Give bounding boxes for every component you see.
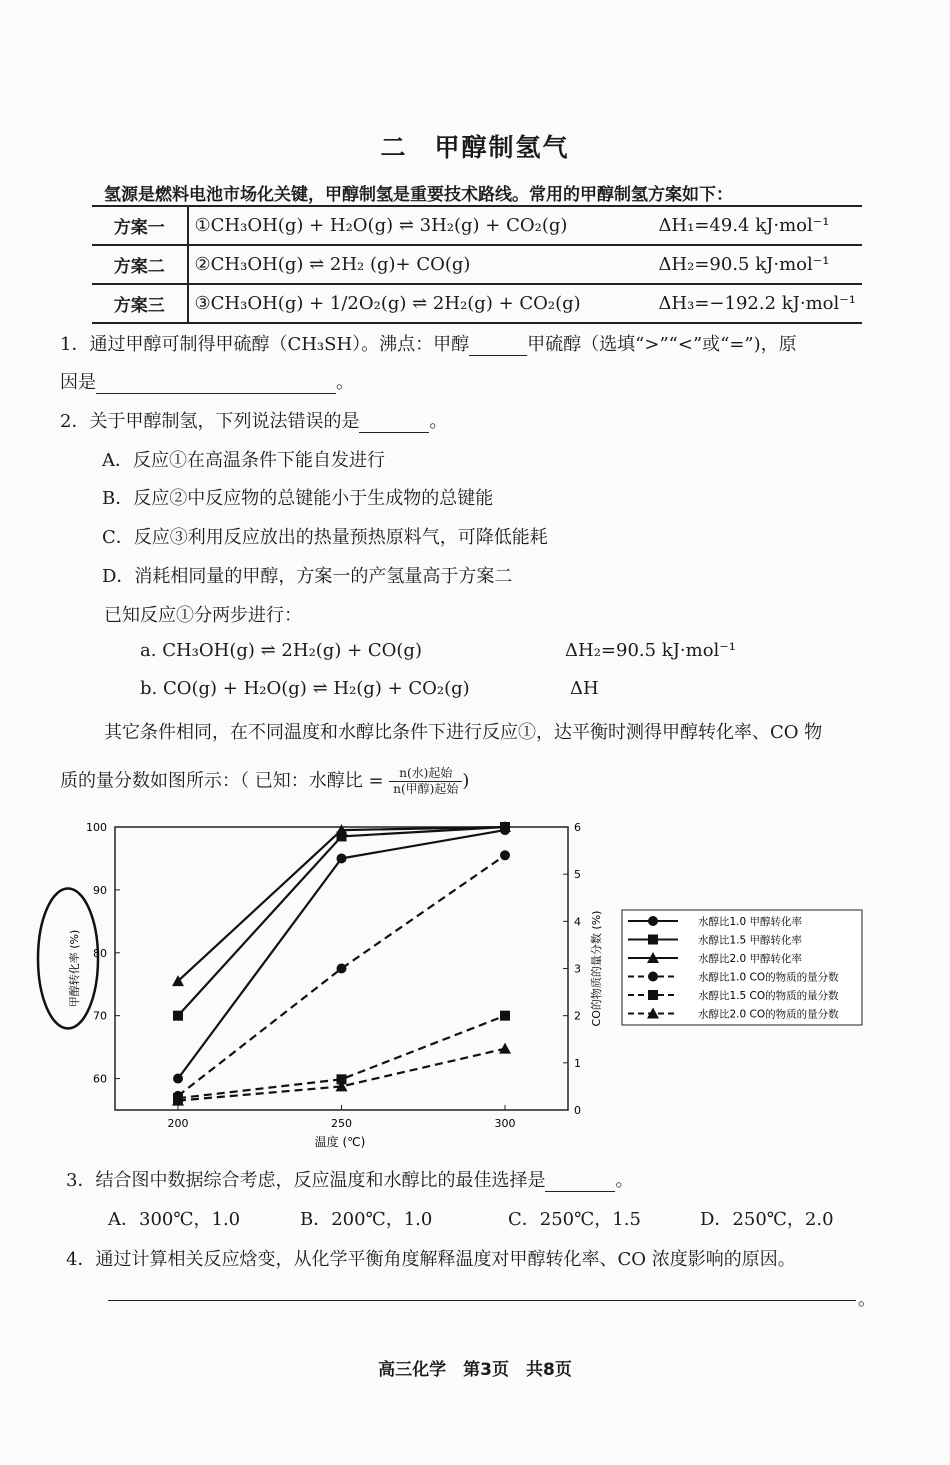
page-footer: 高三化学 第3页 共8页: [378, 1360, 572, 1380]
legend-entry: 水醇比1.5 CO的物质的量分数: [698, 990, 839, 1002]
scheme-table: [92, 205, 862, 324]
scheme-enthalpy: ΔH₁=49.4 kJ·mol⁻¹: [652, 206, 862, 245]
legend-marker: [648, 990, 658, 1000]
scheme-equation: ②CH₃OH(g) ⇌ 2H₂ (g)+ CO(g): [188, 245, 653, 284]
question-1-reason-label: 因是: [60, 372, 96, 393]
y-right-tick-label: 6: [574, 821, 581, 834]
step-b-enthalpy: ΔH: [570, 678, 599, 699]
conversion-chart: [0, 800, 950, 1160]
chart-intro-line1: 其它条件相同，在不同温度和水醇比条件下进行反应①，达平衡时测得甲醇转化率、CO 物: [104, 722, 823, 743]
intro-text: 氢源是燃料电池市场化关键，甲醇制氢是重要技术路线。常用的甲醇制氢方案如下：: [104, 185, 733, 205]
x-axis-label: 温度 (℃): [314, 1135, 366, 1149]
y-right-tick-label: 0: [574, 1104, 581, 1117]
y-left-axis-label: 甲醇转化率 (%): [68, 929, 81, 1008]
answer-blank[interactable]: [96, 372, 336, 394]
series-line-4: [178, 855, 505, 1096]
scheme-equation: ③CH₃OH(g) + 1/2O₂(g) ⇌ 2H₂(g) + CO₂(g): [188, 284, 653, 323]
legend-entry: 水醇比2.0 CO的物质的量分数: [698, 1008, 839, 1021]
period: 。: [429, 411, 448, 432]
x-tick-label: 200: [167, 1117, 189, 1130]
answer-line[interactable]: [108, 1298, 856, 1301]
legend-entry: 水醇比1.0 CO的物质的量分数: [698, 971, 839, 984]
scheme-name: 方案二: [92, 245, 188, 284]
step-a-enthalpy: ΔH₂=90.5 kJ·mol⁻¹: [565, 640, 737, 661]
legend-marker: [648, 935, 658, 945]
question-2: [60, 407, 447, 433]
scheme-name: 方案三: [92, 284, 188, 323]
legend-entry: 水醇比2.0 甲醇转化率: [698, 953, 803, 965]
y-right-tick-label: 1: [574, 1056, 581, 1070]
step-a-label: a.: [140, 640, 157, 661]
table-row: [92, 245, 862, 284]
option-d: D．250℃，2.0: [700, 1209, 834, 1230]
step-b-label: b.: [140, 678, 158, 699]
data-point: [337, 853, 347, 863]
question-1-text: 1．通过甲醇可制得甲硫醇（CH₃SH）。沸点：甲醇: [60, 334, 470, 355]
question-1-text-cont: 甲硫醇（选填“>”“<”或“=”)，原: [527, 334, 797, 355]
legend-marker: [648, 916, 658, 926]
scheme-name: 方案一: [92, 206, 188, 245]
answer-blank[interactable]: [545, 1170, 615, 1192]
chart-intro-text: 质的量分数如图所示：（ 已知：水醇比 =: [60, 770, 384, 792]
y-right-tick-label: 2: [574, 1009, 581, 1023]
question-3-stem: 3．结合图中数据综合考虑，反应温度和水醇比的最佳选择是: [66, 1170, 546, 1191]
x-tick-label: 250: [331, 1117, 352, 1130]
y-left-tick-label: 90: [93, 883, 107, 897]
option-b: B．200℃，1.0: [300, 1209, 433, 1230]
y-right-tick-label: 3: [574, 962, 581, 976]
question-2-stem: 2．关于甲醇制氢，下列说法错误的是: [60, 411, 360, 432]
legend-entry: 水醇比1.0 甲醇转化率: [698, 916, 803, 928]
section-title: 二 甲醇制氢气: [380, 133, 570, 162]
y-left-tick-label: 80: [93, 946, 107, 960]
step-a: [140, 640, 422, 661]
chart-intro-suffix: ): [462, 770, 470, 792]
option-d: D．消耗相同量的甲醇，方案一的产氢量高于方案二: [102, 566, 513, 587]
table-row: [92, 284, 862, 323]
legend-marker: [648, 972, 658, 982]
answer-blank[interactable]: [469, 334, 527, 356]
question-1-reason: [60, 368, 354, 394]
scheme-equation: ①CH₃OH(g) + H₂O(g) ⇌ 3H₂(g) + CO₂(g): [188, 206, 653, 245]
y-right-tick-label: 4: [574, 915, 581, 929]
scheme-enthalpy: ΔH₃=−192.2 kJ·mol⁻¹: [652, 284, 862, 323]
table-row: [92, 206, 862, 245]
y-left-tick-label: 60: [93, 1072, 107, 1086]
data-point: [500, 1011, 510, 1021]
option-c: C．反应③利用反应放出的热量预热原料气，可降低能耗: [102, 527, 548, 548]
question-4: 4．通过计算相关反应焓变，从化学平衡角度解释温度对甲醇转化率、CO 浓度影响的原因。: [66, 1249, 796, 1270]
step-b-equation: CO(g) + H₂O(g) ⇌ H₂(g) + CO₂(g): [162, 678, 470, 699]
data-point: [337, 964, 347, 974]
data-point: [173, 1074, 183, 1084]
question-3: [66, 1166, 633, 1192]
period: 。: [615, 1170, 634, 1191]
option-a: A．300℃，1.0: [108, 1209, 241, 1230]
option-a: A．反应①在高温条件下能自发进行: [102, 450, 385, 471]
answer-blank[interactable]: [359, 411, 429, 433]
ratio-numerator: n(水)起始: [389, 766, 462, 782]
ratio-fraction: [389, 766, 462, 797]
series-line-3: [178, 827, 505, 981]
series-line-1: [178, 830, 505, 1079]
question-1: [60, 330, 797, 356]
data-point: [500, 850, 510, 860]
y-left-tick-label: 100: [86, 821, 107, 834]
step-a-equation: CH₃OH(g) ⇌ 2H₂(g) + CO(g): [162, 640, 422, 661]
known-lead: 已知反应①分两步进行：: [104, 605, 302, 626]
y-left-tick-label: 70: [93, 1009, 107, 1023]
option-b: B．反应②中反应物的总键能小于生成物的总键能: [102, 488, 494, 509]
x-tick-label: 300: [494, 1117, 516, 1130]
data-point: [173, 1011, 183, 1021]
step-b: [140, 678, 470, 699]
scheme-enthalpy: ΔH₂=90.5 kJ·mol⁻¹: [652, 245, 862, 284]
ratio-denominator: n(甲醇)起始: [393, 782, 459, 796]
data-point: [499, 1043, 511, 1054]
chart-intro-line2: [60, 766, 469, 797]
period: 。: [336, 372, 354, 393]
y-right-axis-label: CO的物质的量分数 (%): [590, 910, 603, 1027]
y-right-tick-label: 5: [574, 868, 581, 882]
legend-entry: 水醇比1.5 甲醇转化率: [698, 934, 803, 947]
option-c: C．250℃，1.5: [508, 1209, 641, 1230]
period: 。: [858, 1289, 876, 1310]
